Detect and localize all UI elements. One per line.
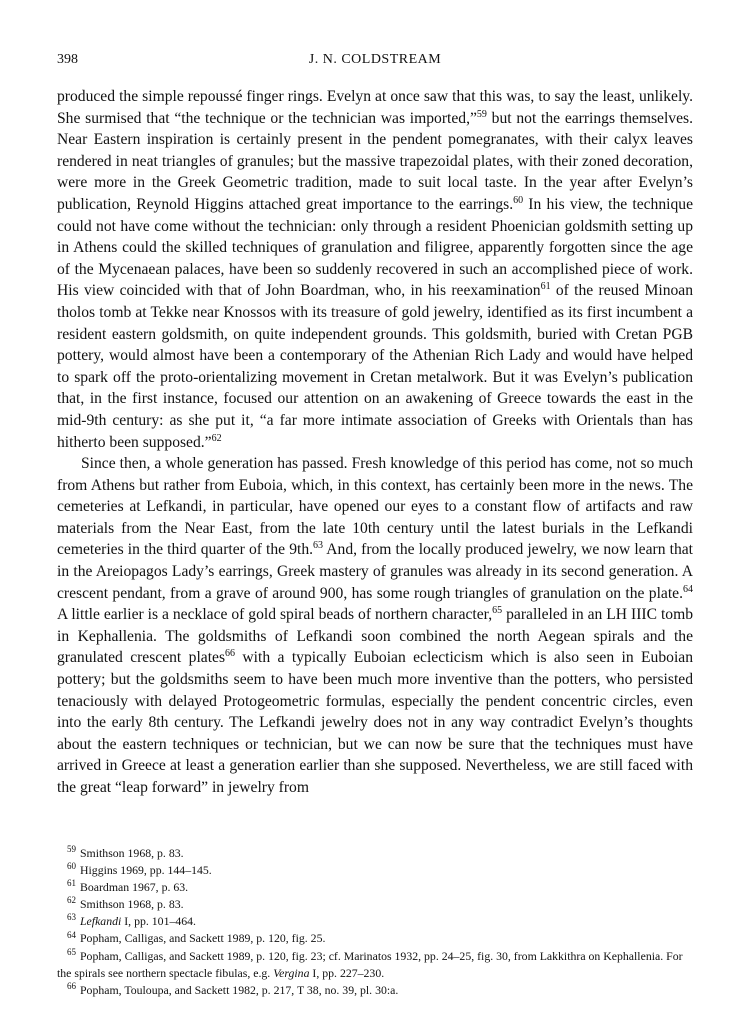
footnote-number: 62 [67, 895, 76, 906]
footnote-text: Smithson 1968, p. 83. [80, 897, 184, 912]
footnote [57, 862, 693, 879]
footnote-italic: Lefkandi [80, 914, 122, 929]
footnote-ref[interactable]: 61 [540, 281, 551, 293]
text-run: paralleled in an LH IIIC tomb in Kephallenia. The goldsmiths of Lefkandi soon combined the north Aegean spirals and the granulated crescent plates [57, 606, 694, 667]
footnote-number: 63 [67, 912, 76, 923]
footnote-text: I, pp. 227–230. [309, 965, 385, 980]
footnote [57, 896, 693, 913]
footnote-ref[interactable]: 59 [476, 108, 487, 120]
footnote-number: 60 [67, 861, 76, 872]
footnote [57, 913, 693, 930]
footnote-italic: Vergina [273, 965, 310, 980]
footnote-number: 61 [67, 878, 76, 889]
text-run: Since then, a whole generation has passed. Fresh knowledge of this period has come, not so much from Athens but rather from Euboia, which, in this context, has certainly been more in the news. The cemeteries at Lefkandi, in particular, have opened our eyes to a constant flow of artifacts and raw materials from the Near East, from the late 10th century until the latest burials in the Lefkandi cemeteries in the third quarter of the 9th. [57, 455, 693, 559]
paragraph-2 [57, 453, 693, 799]
footnote-text: Higgins 1969, pp. 144–145. [80, 863, 212, 878]
page-header [57, 52, 693, 76]
footnote-ref[interactable]: 62 [211, 432, 222, 444]
body-text [57, 86, 693, 799]
footnote-text: Popham, Calligas, and Sackett 1989, p. 120, fig. 25. [80, 931, 326, 946]
footnote [57, 930, 693, 947]
footnote-ref[interactable]: 65 [492, 605, 503, 617]
footnote-text: Popham, Calligas, and Sackett 1989, p. 120, fig. 23; cf. Marinatos 1932, pp. 24–25, fig. 30, from Lakkithra on Kephallenia. For the spirals see northern spectacle fibulas, e.g. [57, 948, 683, 980]
page-number: 398 [57, 52, 78, 67]
footnote-ref[interactable]: 60 [513, 194, 524, 206]
paragraph-1 [57, 86, 693, 453]
footnotes [57, 845, 693, 999]
text-run: with a typically Euboian eclecticism which is also seen in Euboian pottery; but the goldsmiths seem to have been much more inventive than the potters, who persisted tenaciously with delayed Protogeometric formulas, especially the pendent concentric circles, even into the early 8th century. The Lefkandi jewelry does not in any way contradict Evelyn’s thoughts about the eastern techniques or technician, but we can now be sure that the techniques must have arrived in Greece at least a generation earlier than she supposed. Nevertheless, we are still faced with the great “leap forward” in jewelry from [57, 649, 693, 796]
footnote-number: 64 [67, 929, 76, 940]
footnote [57, 845, 693, 862]
footnote [57, 948, 693, 982]
text-run: And, from the locally produced jewelry, we now learn that in the Areiopagos Lady’s earrings, Greek mastery of granules was already in its second generation. A crescent pendant, from a grave of around 900, has some rough triangles of granulation on the plate. [57, 541, 693, 602]
footnote-text: I, pp. 101–464. [121, 914, 197, 929]
footnote [57, 879, 693, 896]
text-run: A little earlier is a necklace of gold spiral beads of northern character, [57, 606, 493, 624]
footnote-text: Popham, Touloupa, and Sackett 1982, p. 217, T 38, no. 39, pl. 30:a. [80, 982, 399, 997]
footnote-number: 66 [67, 980, 76, 991]
footnote-ref[interactable]: 64 [683, 583, 693, 595]
text-run: of the reused Minoan tholos tomb at Tekke near Knossos with its treasure of gold jewelry, identified as its first incumbent a resident eastern goldsmith, on quite independent grounds. This goldsmith, buried with Cretan PGB pottery, would almost have been a contemporary of the Athenian Rich Lady and would have helped to spark off the proto-orientalizing movement in Cretan metalwork. But it was Evelyn’s publication that, in the first instance, focused our attention on an awakening of Greece towards the east in the mid-9th century: as she put it, “a far more intimate association of Greeks with Orientals than has hitherto been supposed.” [57, 282, 694, 451]
running-head: J. N. COLDSTREAM [308, 52, 442, 67]
text-run: In his view, the technique could not have come without the technician: only through a resident Phoenician goldsmith setting up in Athens could the skilled techniques of granulation and filigree, apparently forgotten since the age of the Mycenaean palaces, have been so suddenly recovered in such an accomplished piece of work. His view coincided with that of John Boardman, who, in his reexamination [57, 195, 694, 300]
footnote-ref[interactable]: 63 [313, 540, 324, 552]
footnote-text: Boardman 1967, p. 63. [80, 880, 189, 895]
footnote-number: 59 [67, 844, 76, 855]
text-run: produced the simple repoussé finger rings. Evelyn at once saw that this was, to say the least, unlikely. She surmised that “the technique or the technician was imported,” [57, 88, 693, 127]
footnote-ref[interactable]: 66 [225, 648, 236, 660]
text-run: but not the earrings themselves. Near Eastern inspiration is certainly present in the pendent pomegranates, with their calyx leaves rendered in neat triangles of granules; but the massive trapezoidal plates, with their zoned decoration, were more in the Greek Geometric tradition, made to suit local taste. In the year after Evelyn’s publication, Reynold Higgins attached great importance to the earrings. [57, 109, 693, 213]
footnote-number: 65 [67, 946, 76, 957]
footnote-text: Smithson 1968, p. 83. [80, 846, 184, 860]
footnote [57, 982, 693, 999]
